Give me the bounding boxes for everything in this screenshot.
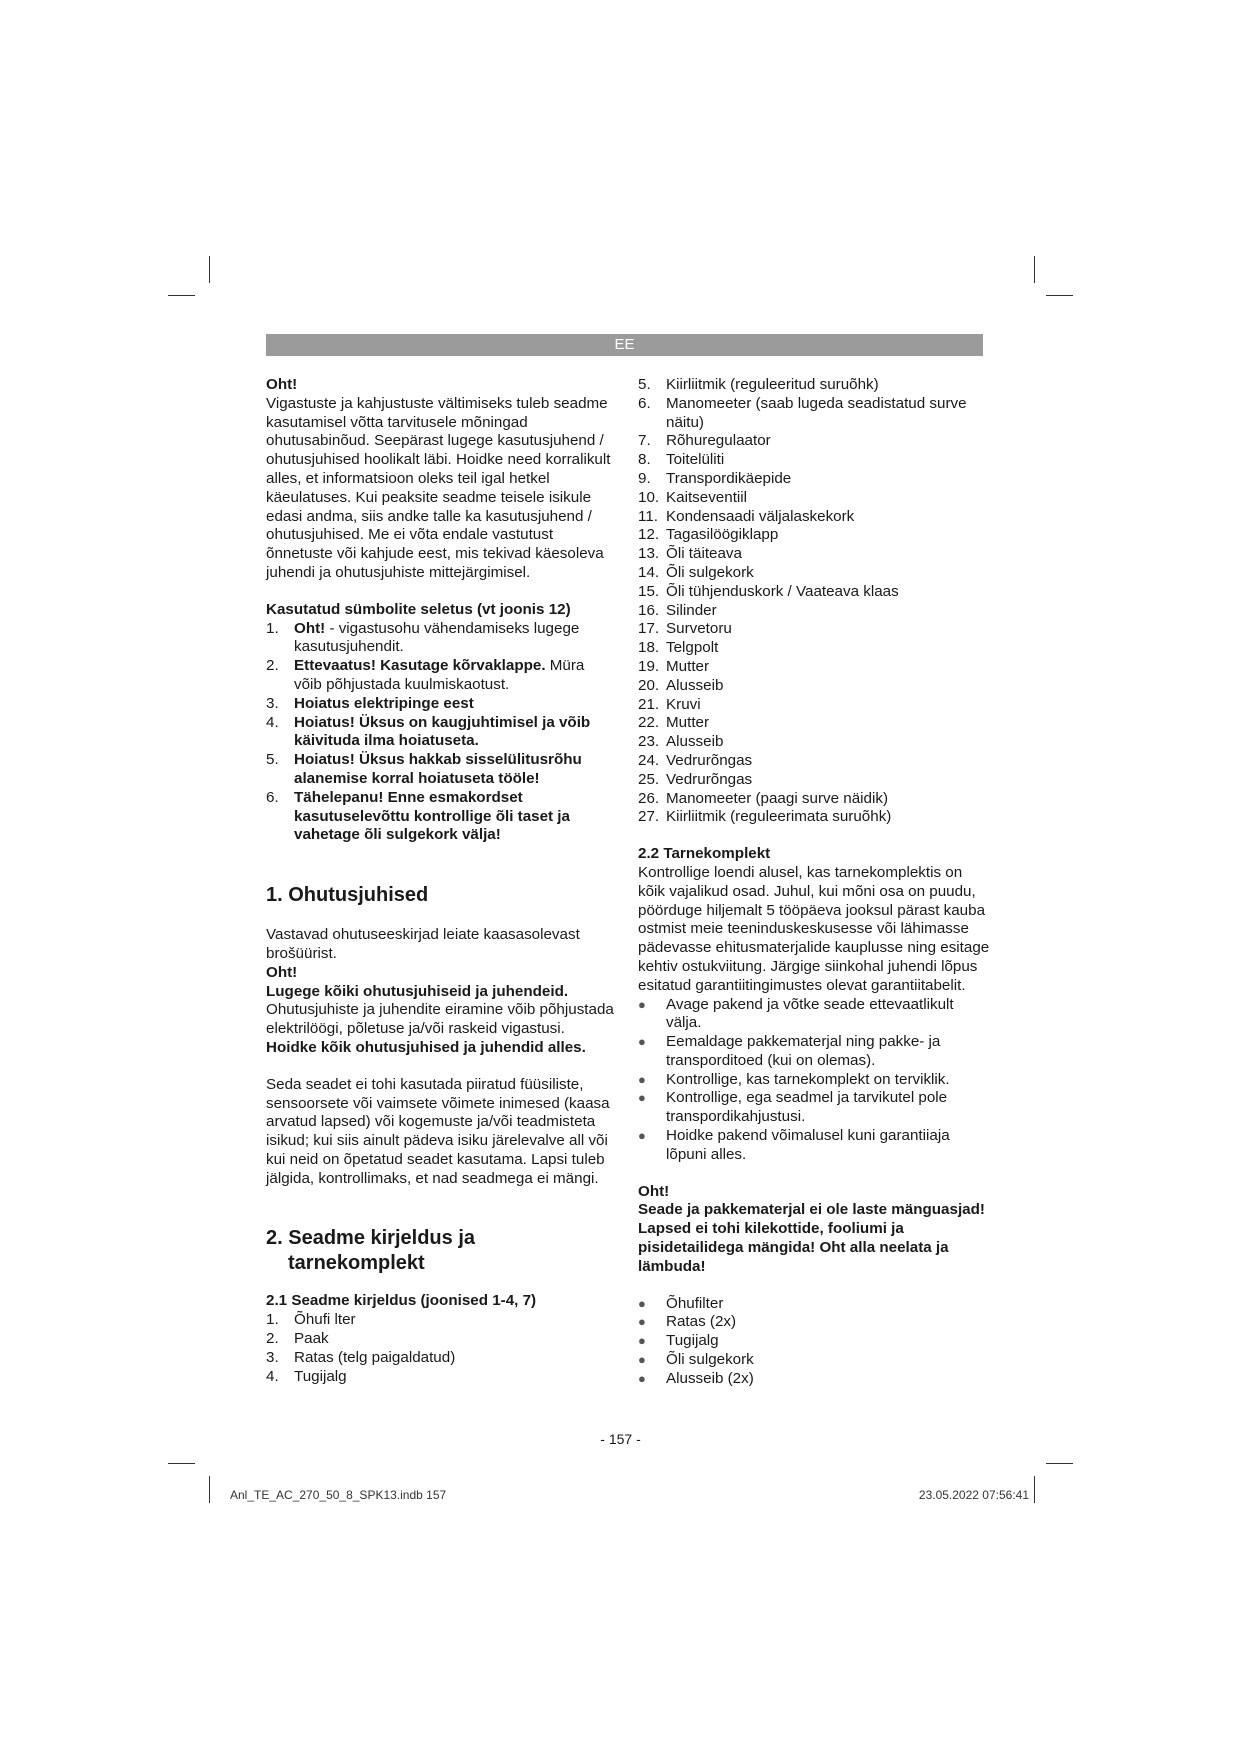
list-item: ● Hoidke pakend võimalusel kuni garantiiaja lõpuni alles. <box>638 1127 950 1163</box>
bullet-icon: ● <box>638 1090 646 1106</box>
list-item: 25. Vedrurõngas <box>638 770 753 788</box>
list-item: 14. Õli sulgekork <box>638 563 754 581</box>
list-item: 5. Hoiatus! Üksus hakkab sisselülitusrõhu alanemise korral hoiatuseta tööle! <box>266 751 582 787</box>
delivery-list <box>638 1295 990 1389</box>
list-item: 16. Silinder <box>638 601 717 619</box>
section-1-paragraph: Seda seadet ei tohi kasutada piiratud füüsiliste, sensoorsete või vaimsete võimete inimesed (kaasa arvatud lapsed) või kogemuste ja/või teadmisteta isikud; kui siis ainult pädeva isiku järelevalve all või kui neid on õpetatud seadet kasutama. Lapsi tuleb jälgida, kontrollimaks, et nad seadmega ei mängi. <box>266 1075 610 1187</box>
language-header-bar: EE <box>266 334 983 356</box>
section-2-2-heading: 2.2 Tarnekomplekt <box>638 845 771 863</box>
list-item: 12. Tagasilöögiklapp <box>638 526 779 544</box>
crop-mark <box>168 295 195 296</box>
list-item: 24. Vedrurõngas <box>638 751 753 769</box>
list-item: 15. Õli tühjenduskork / Vaateava klaas <box>638 582 899 600</box>
bullet-icon: ● <box>638 1352 646 1368</box>
section-1-heading: 1. Ohutusjuhised <box>266 884 429 907</box>
section-1-text: Ohutusjuhiste ja juhendite eiramine võib põhjustada elektrilöögi, põletuse ja/või raskeid vigastusi. <box>266 1001 614 1038</box>
list-item: 19. Mutter <box>638 657 710 675</box>
bullet-icon: ● <box>638 1314 646 1330</box>
list-item: 1. Õhufi lter <box>266 1311 356 1329</box>
list-item: ● Kontrollige, ega seadmel ja tarvikutel pole transpordikahjustusi. <box>638 1089 948 1126</box>
crop-mark <box>1034 1476 1035 1503</box>
list-item: 17. Survetoru <box>638 620 732 638</box>
symbols-heading: Kasutatud sümbolite seletus (vt joonis 12) <box>266 600 571 618</box>
list-item: 23. Alusseib <box>638 733 724 751</box>
page-number: - 157 - <box>600 1431 641 1447</box>
list-item: 1. Oht! - vigastusohu vähendamiseks lugege kasutusjuhendit. <box>266 619 580 656</box>
bullet-icon: ● <box>638 1071 646 1087</box>
right-column <box>638 376 990 1389</box>
checklist <box>638 996 990 1165</box>
parts-list-right <box>638 376 990 827</box>
list-item: ● Kontrollige, kas tarnekomplekt on terviklik. <box>638 1070 950 1088</box>
bullet-icon: ● <box>638 1370 646 1386</box>
section-1-intro: Vastavad ohutuseeskirjad leiate kaasasolevast brošüürist. <box>266 926 580 962</box>
crop-mark <box>209 256 210 283</box>
list-item: 22. Mutter <box>638 714 710 732</box>
child-warning-title: Oht! <box>638 1182 670 1200</box>
list-item: ● Õhufilter <box>638 1294 724 1312</box>
list-item: 13. Õli täiteava <box>638 545 742 563</box>
section-2-2-text: Kontrollige loendi alusel, kas tarnekomplektis on kõik vajalikud osad. Juhul, kui mõni osa on puudu, pöörduge hiljemalt 5 tööpäeva jooksul pärast kauba ostmist meie teeninduskeskusesse või lähimasse pädevasse ehitusmaterjalide kauplusse ning esitage kehtiv ostukviitung. Järgige siinkohal juhendi lõpus esitatud garantiitingimustes olevat garantiitabelit. <box>638 863 990 994</box>
list-item: ● Õli sulgekork <box>638 1351 754 1369</box>
list-item: 4. Hoiatus! Üksus on kaugjuhtimisel ja võib käivituda ilma hoiatuseta. <box>266 713 591 750</box>
list-item: 11. Kondensaadi väljalaskekork <box>638 507 855 525</box>
warning-title: Oht! <box>266 376 298 393</box>
list-item: 8. Toitelüliti <box>638 451 725 469</box>
section-1-keep: Hoidke kõik ohutusjuhised ja juhendid alles. <box>266 1038 586 1056</box>
list-item: 5. Kiirliitmik (reguleeritud suruõhk) <box>638 376 879 393</box>
footer-filename: Anl_TE_AC_270_50_8_SPK13.indb 157 <box>230 1488 447 1502</box>
bullet-icon: ● <box>638 1128 646 1144</box>
list-item: ● Alusseib (2x) <box>638 1369 754 1387</box>
crop-mark <box>1046 295 1073 296</box>
list-item: ● Ratas (2x) <box>638 1313 737 1331</box>
list-item: 2. Ettevaatus! Kasutage kõrvaklappe. Müra võib põhjustada kuulmiskaotust. <box>266 657 585 693</box>
list-item: 9. Transpordikäepide <box>638 469 792 487</box>
symbols-list <box>266 620 616 846</box>
list-item: 4. Tugijalg <box>266 1367 347 1385</box>
left-column <box>266 376 616 1386</box>
list-item: 7. Rõhuregulaator <box>638 432 771 450</box>
list-item: 6. Manomeeter (saab lugeda seadistatud surve näitu) <box>638 394 967 431</box>
crop-mark <box>1046 1463 1073 1464</box>
list-item: 27. Kiirliitmik (reguleerimata suruõhk) <box>638 808 892 826</box>
list-item: 3. Ratas (telg paigaldatud) <box>266 1348 456 1366</box>
list-item: 6. Tähelepanu! Enne esmakordset kasutuselevõttu kontrollige õli taset ja vahetage õli sulgekork välja! <box>266 788 570 844</box>
list-item: 26. Manomeeter (paagi surve näidik) <box>638 789 889 807</box>
list-item: ● Eemaldage pakkematerjal ning pakke- ja transporditoed (kui on olemas). <box>638 1033 941 1069</box>
list-item: 2. Paak <box>266 1330 329 1348</box>
list-item: ● Tugijalg <box>638 1332 719 1350</box>
section-2-heading-line1: 2. Seadme kirjeldus ja <box>266 1227 475 1250</box>
section-1-read-all: Lugege kõiki ohutusjuhiseid ja juhendeid. <box>266 982 569 1000</box>
warning-text: Vigastuste ja kahjustuste vältimiseks tuleb seadme kasutamisel võtta tarvitusele mõningad ohutusabinõud. Seepärast lugege kasutusjuhend / ohutusjuhised hoolikalt läbi. Hoidke need korralikult alles, et informatsioon oleks teil igal hetkel käeulatuses. Kui peaksite seadme teisele isikule edasi andma, siis andke talle ka kasutusjuhend / ohutusjuhised. Me ei võta endale vastutust õnnetuste või kahjude eest, mis tekivad käesoleva juhendi ja ohutusjuhiste mittejärgimisel. <box>266 394 611 581</box>
section-2-1-heading: 2.1 Seadme kirjeldus (joonised 1-4, 7) <box>266 1292 537 1310</box>
list-item: 18. Telgpolt <box>638 639 719 657</box>
list-item: 3. Hoiatus elektripinge eest <box>266 694 474 712</box>
section-2-heading-line2: tarnekomplekt <box>288 1252 425 1275</box>
list-item: ● Avage pakend ja võtke seade ettevaatlikult välja. <box>638 995 954 1032</box>
bullet-icon: ● <box>638 1333 646 1349</box>
list-item: 10. Kaitseventiil <box>638 488 748 506</box>
crop-mark <box>168 1463 195 1464</box>
child-warning-text: Seade ja pakkematerjal ei ole laste mänguasjad! Lapsed ei tohi kilekottide, fooliumi ja pisidetailidega mängida! Oht alla neelata ja lämbuda! <box>638 1201 985 1275</box>
crop-mark <box>209 1476 210 1503</box>
parts-list-left <box>266 1311 616 1386</box>
crop-mark <box>1034 256 1035 283</box>
list-item: 21. Kruvi <box>638 695 701 713</box>
bullet-icon: ● <box>638 1034 646 1050</box>
footer-datetime: 23.05.2022 07:56:41 <box>918 1488 1029 1502</box>
list-item: 20. Alusseib <box>638 676 724 694</box>
bullet-icon: ● <box>638 1295 646 1311</box>
bullet-icon: ● <box>638 996 646 1012</box>
section-1-warning: Oht! <box>266 963 298 981</box>
